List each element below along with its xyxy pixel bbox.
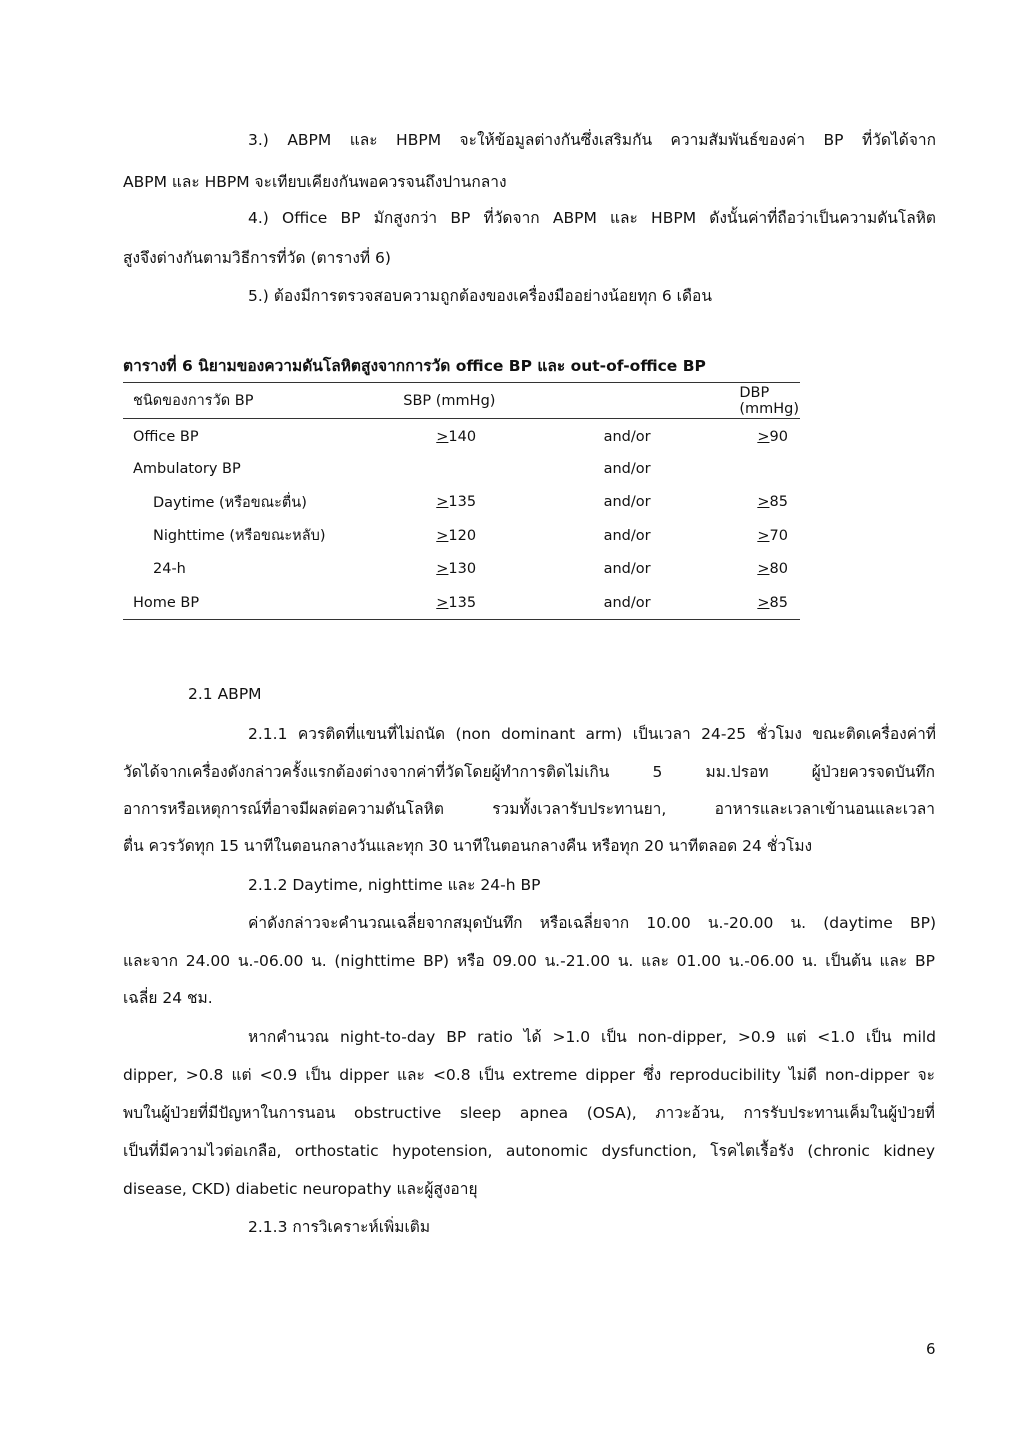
sbp-value: 135	[448, 494, 477, 511]
s212b-line-4: เป็นที่มีความไวต่อเกลือ, orthostatic hypotension, autonomic dysfunction, โรคไตเรื้อรัง (chronic kidney	[123, 1142, 935, 1160]
table-row	[123, 519, 800, 553]
s212-line-3: เฉลี่ย 24 ชม.	[123, 989, 213, 1007]
s212b-line-1: หากคำนวณ night-to-day BP ratio ได้ >1.0 เป็น non-dipper, >0.9 แต่ <1.0 เป็น mild	[248, 1028, 936, 1046]
table-row	[123, 553, 800, 587]
conjunction: and/or	[603, 594, 651, 611]
dbp-symbol: >	[757, 494, 770, 511]
dbp-value: 90	[769, 429, 788, 445]
s212b-line-3: พบในผู้ป่วยที่มีปัญหาในการนอน obstructive sleep apnea (OSA), ภาวะอ้วน, การรับประทานเค็มในผู้ป่วยที่	[123, 1104, 935, 1122]
row-label: Nighttime (หรือขณะหลับ)	[153, 528, 326, 545]
table-row	[123, 486, 800, 520]
row-label: Ambulatory BP	[133, 460, 241, 477]
conjunction: and/or	[603, 460, 651, 477]
sbp-symbol: >	[436, 594, 449, 611]
s211-line-4: ตื่น ควรวัดทุก 15 นาทีในตอนกลางวันและทุก 30 นาทีในตอนกลางคืน หรือทุก 20 นาทีตลอด 24 ชั่วโมง	[123, 837, 813, 855]
s212-heading: 2.1.2 Daytime, nighttime และ 24-h BP	[248, 876, 541, 894]
s212-line-2: และจาก 24.00 น.-06.00 น. (nighttime BP) หรือ 09.00 น.-21.00 น. และ 01.00 น.-06.00 น. เป็นต้น และ BP	[123, 952, 935, 970]
section-heading-abpm: 2.1 ABPM	[188, 685, 262, 703]
table-row	[123, 452, 800, 486]
table-header-row	[123, 383, 800, 419]
s213-heading: 2.1.3 การวิเคราะห์เพิ่มเติม	[248, 1218, 431, 1236]
s211-line-1: 2.1.1 ควรติดที่แขนที่ไม่ถนัด (non dominant arm) เป็นเวลา 24-25 ชั่วโมง ขณะติดเครื่องค่าที่	[248, 725, 936, 743]
para-3-line-1: 3.) ABPM และ HBPM จะให้ข้อมูลต่างกันซึ่งเสริมกัน ความสัมพันธ์ของค่า BP ที่วัดได้จาก	[248, 131, 936, 149]
sbp-symbol: >	[436, 527, 449, 544]
conjunction: and/or	[603, 527, 651, 544]
dbp-symbol: >	[757, 594, 770, 611]
dbp-value: 70	[769, 527, 788, 544]
dbp-value: 85	[769, 594, 788, 611]
row-label: Office BP	[133, 429, 199, 445]
table-row	[123, 586, 800, 620]
sbp-symbol: >	[436, 429, 449, 445]
para-5-line-1: 5.) ต้องมีการตรวจสอบความถูกต้องของเครื่องมืออย่างน้อยทุก 6 เดือน	[248, 287, 712, 305]
para-3-line-2: ABPM และ HBPM จะเทียบเคียงกันพอควรจนถึงปานกลาง	[123, 173, 507, 191]
dbp-symbol: >	[757, 561, 770, 578]
header-conj	[603, 383, 714, 419]
row-label: Daytime (หรือขณะตื่น)	[153, 494, 307, 511]
para-4-line-2: สูงจึงต่างกันตามวิธีการที่วัด (ตารางที่ 6)	[123, 249, 391, 267]
row-label: 24-h	[153, 561, 186, 578]
page-number: 6	[926, 1340, 936, 1358]
dbp-symbol: >	[757, 429, 770, 445]
sbp-symbol: >	[436, 561, 449, 578]
s212b-line-2: dipper, >0.8 แต่ <0.9 เป็น dipper และ <0.8 เป็น extreme dipper ซึ่ง reproducibility ไม่ดี non-dipper จะ	[123, 1066, 935, 1084]
conjunction: and/or	[603, 494, 651, 511]
dbp-value: 85	[769, 494, 788, 511]
dbp-symbol: >	[757, 527, 770, 544]
sbp-symbol: >	[436, 494, 449, 511]
table-caption: ตารางที่ 6 นิยามของความดันโลหิตสูงจากการวัด office BP และ out-of-office BP	[123, 357, 706, 375]
header-sbp: SBP (mmHg)	[403, 392, 496, 409]
s211-line-2: วัดได้จากเครื่องดังกล่าวครั้งแรกต้องต่างจากค่าที่วัดโดยผู้ทำการติดไม่เกิน 5 มม.ปรอท ผู้ป่วยควรจดบันทึก	[123, 763, 935, 781]
s211-line-3: อาการหรือเหตุการณ์ที่อาจมีผลต่อความดันโลหิต รวมทั้งเวลารับประทานยา, อาหารและเวลาเข้านอนและเวลา	[123, 800, 935, 818]
s212-line-1: ค่าดังกล่าวจะคำนวณเฉลี่ยจากสมุดบันทึก หรือเฉลี่ยจาก 10.00 น.-20.00 น. (daytime BP)	[248, 914, 936, 932]
header-dbp: DBP (mmHg)	[739, 384, 799, 417]
sbp-value: 135	[448, 594, 477, 611]
sbp-value: 140	[448, 429, 477, 445]
s212b-line-5: disease, CKD) diabetic neuropathy และผู้สูงอายุ	[123, 1180, 478, 1198]
conjunction: and/or	[603, 561, 651, 578]
table-row	[123, 419, 800, 453]
para-4-line-1: 4.) Office BP มักสูงกว่า BP ที่วัดจาก ABPM และ HBPM ดังนั้นค่าที่ถือว่าเป็นความดันโลหิต	[248, 209, 936, 227]
bp-definition-table	[123, 382, 800, 620]
sbp-value: 130	[448, 561, 477, 578]
sbp-value: 120	[448, 527, 477, 544]
dbp-value: 80	[769, 561, 788, 578]
conjunction: and/or	[603, 429, 651, 445]
row-label: Home BP	[133, 594, 200, 611]
header-measurement-type: ชนิดของการวัด BP	[133, 393, 254, 409]
